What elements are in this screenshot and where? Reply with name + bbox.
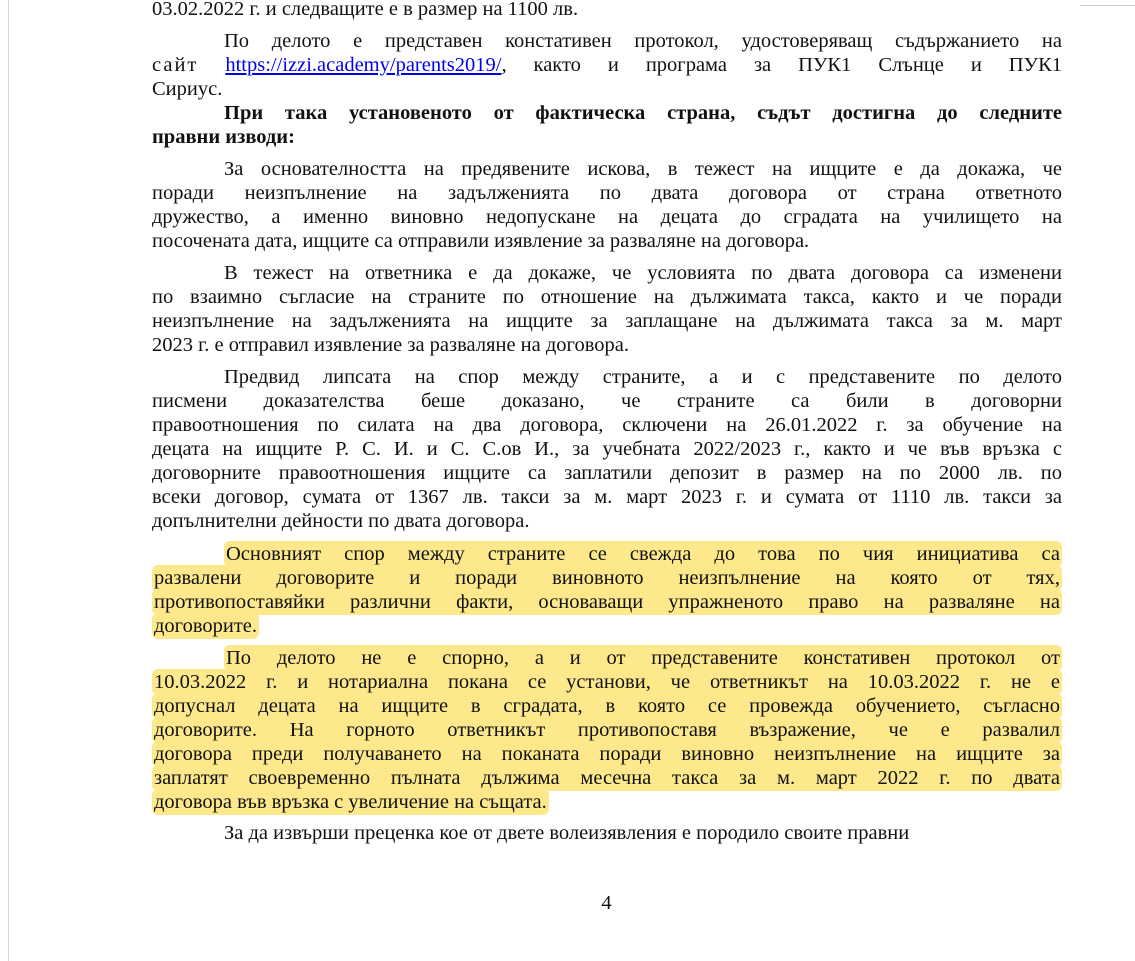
highlight-mark: договорите. На горното ответникът противопоставя възражение, че е развалил: [154, 719, 1060, 741]
text-line: По делото е представен констативен протокол, удостоверяващ съдържанието на: [224, 30, 1062, 52]
highlight-mark: развалени договорите и поради виновното неизпълнение на която от тях,: [154, 567, 1060, 589]
text-line: неизпълнение на задълженията на ищците за заплащане на дължимата такса за м. март: [152, 310, 1062, 332]
text-fragment: сайт: [152, 54, 199, 76]
text-line: [152, 645, 1062, 669]
text-line: правоотношения по силата на два договора, сключени на 26.01.2022 г. за обучение на: [152, 414, 1062, 436]
text-line: Сириус.: [152, 78, 223, 100]
text-line: поради неизпълнение на задълженията по двата договора от страна ответното: [152, 182, 1062, 204]
text-line: децата на ищците Р. С. И. и С. С.ов И., за учебната 2022/2023 г., както и че във връзка с: [152, 438, 1062, 460]
text-line: 2023 г. е отправил изявление за разваляне на договора.: [152, 334, 629, 356]
text-line: При така установеното от фактическа страна, съдът достигна до следните: [224, 102, 1062, 124]
text-fragment: , както и програма за ПУК1 Слънце и ПУК1: [501, 54, 1063, 76]
highlight-mark: 10.03.2022 г. и нотариална покана се установи, че ответникът на 10.03.2022 г. не е: [154, 671, 1060, 693]
highlight-mark: договора във връзка с увеличение на същата.: [154, 791, 547, 813]
highlight-mark: Основният спор между страните се свежда до това по чия инициатива са: [226, 543, 1060, 565]
page-left-border: [8, 0, 9, 961]
text-line: правни изводи:: [152, 126, 295, 148]
paragraph: [152, 365, 1062, 533]
text-line: допълнителни дейности по двата договора.: [152, 510, 530, 532]
text-line: Предвид липсата на спор между страните, а и с представените по делото: [224, 366, 1062, 388]
text-line: [152, 613, 1062, 637]
text-line: 03.02.2022 г. и следващите е в размер на 1100 лв.: [152, 0, 579, 20]
paragraph: [152, 157, 1062, 253]
text-line: В тежест на ответника е да докаже, че условията по двата договора са изменени: [224, 262, 1062, 284]
highlight-mark: противопоставяйки различни факти, основаващи упражненото право на разваляне на: [154, 591, 1060, 613]
paragraph: [152, 821, 1062, 845]
text-line: [152, 669, 1062, 693]
text-line: писмени доказателства беше доказано, че страните са били в договорни: [152, 390, 1062, 412]
text-line: всеки договор, сумата от 1367 лв. такси за м. март 2023 г. и сумата от 1110 лв. такси за: [152, 486, 1062, 508]
document-page: [152, 0, 1062, 845]
text-line: За основателността на предявените искова, в тежест на ищците е да докажа, че: [224, 158, 1062, 180]
paragraph-continuation: [152, 0, 1062, 21]
paragraph-protocol: [152, 29, 1062, 101]
text-line: [152, 53, 1062, 77]
text-line: [152, 693, 1062, 717]
text-line: [152, 565, 1062, 589]
text-line: За да извърши преценка кое от двете волеизявления е породило своите правни: [224, 822, 910, 844]
page-number: 4: [601, 892, 612, 914]
text-line: по взаимно съгласие на страните по отношение на дължимата такса, както и че поради: [152, 286, 1062, 308]
highlight-mark: договора преди получаването на поканата поради виновно неизпълнение на ищците за: [154, 743, 1060, 765]
text-line: [152, 589, 1062, 613]
text-line: [152, 789, 1062, 813]
text-line: дружество, а именно виновно недопускане на децата до сградата на училището на: [152, 206, 1062, 228]
highlight-mark: заплатят своевременно пълната дължима месечна такса за м. март 2022 г. по двата: [154, 767, 1060, 789]
page-top-border: [1080, 5, 1135, 6]
text-line: [152, 541, 1062, 565]
paragraph: [152, 261, 1062, 357]
highlighted-paragraph: [152, 541, 1062, 637]
text-line: [152, 741, 1062, 765]
text-line: [152, 717, 1062, 741]
text-line: посочената дата, ищците са отправили изявление за разваляне на договора.: [152, 230, 810, 252]
highlight-mark: По делото не е спорно, а и от представените констативен протокол от: [226, 647, 1060, 669]
website-link[interactable]: https://izzi.academy/parents2019/: [225, 54, 502, 76]
highlight-mark: допуснал децата на ищците в сградата, в която се провежда обучението, съгласно: [154, 695, 1060, 717]
highlight-mark: договорите.: [154, 615, 258, 637]
highlighted-paragraph: [152, 645, 1062, 813]
section-heading: [152, 101, 1062, 149]
text-line: договорните правоотношения ищците са заплатили депозит в размер на по 2000 лв. по: [152, 462, 1062, 484]
text-line: [152, 765, 1062, 789]
